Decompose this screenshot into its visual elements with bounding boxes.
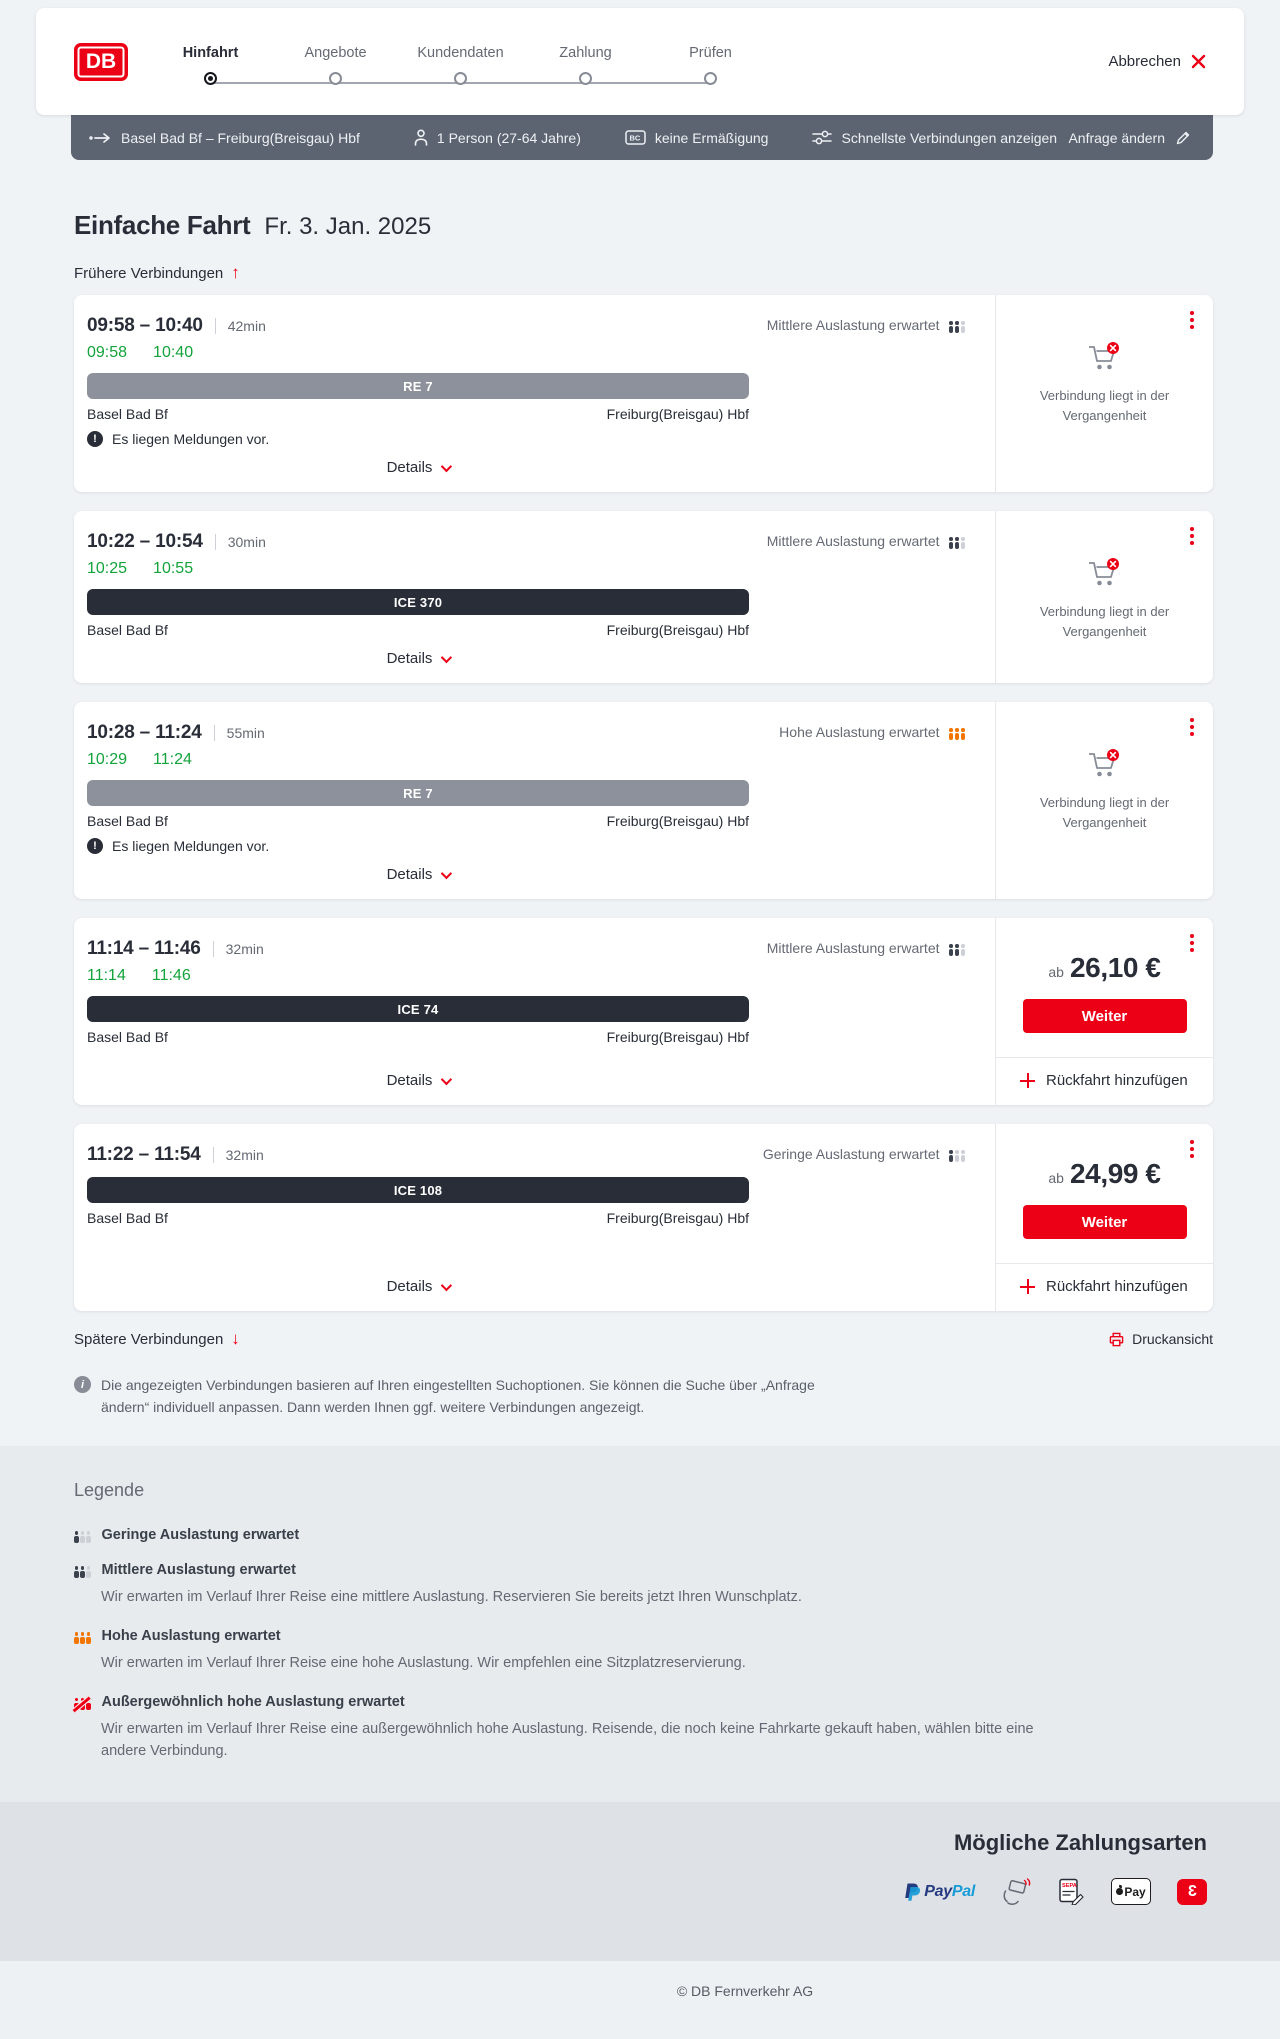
chevron-down-icon xyxy=(441,651,452,662)
duration: 42min xyxy=(227,318,266,334)
context-menu-button[interactable] xyxy=(1188,1138,1196,1160)
step-dot xyxy=(204,72,217,85)
occupancy-icon xyxy=(74,1530,91,1543)
cancel-label: Abbrechen xyxy=(1108,53,1181,70)
one-way-journey-icon xyxy=(89,132,112,144)
separator xyxy=(215,534,216,550)
details-toggle[interactable] xyxy=(387,1278,450,1295)
cancel-button[interactable] xyxy=(1108,53,1206,70)
cart-unavailable-icon xyxy=(1087,748,1123,779)
details-toggle[interactable] xyxy=(387,459,450,476)
past-connection-note: Verbindung liegt in der Vergangenheit xyxy=(1039,795,1170,831)
discount-text: keine Ermäßigung xyxy=(654,129,769,146)
wizard-header xyxy=(36,8,1244,115)
legend-section xyxy=(0,1446,1280,1802)
legend-title: Legende xyxy=(74,1480,145,1501)
occupancy-label: Hohe Auslastung erwartet xyxy=(779,724,940,740)
wizard-step[interactable] xyxy=(398,45,523,85)
price: 24,99 € xyxy=(1069,1158,1161,1189)
wizard-step[interactable] xyxy=(523,45,648,85)
paypal-word-2: Pal xyxy=(951,1882,975,1900)
chevron-down-icon xyxy=(441,867,452,878)
step-label: Angebote xyxy=(304,44,367,61)
price-panel xyxy=(996,918,1213,1105)
occupancy-icon xyxy=(74,1631,91,1644)
print-view-button[interactable] xyxy=(1109,1331,1213,1347)
step-dot xyxy=(329,72,342,85)
legend-list xyxy=(74,1527,1213,1762)
connection-card xyxy=(74,511,1213,683)
route-text: Basel Bad Bf – Freiburg(Breisgau) Hbf xyxy=(121,129,360,146)
origin-station: Basel Bad Bf xyxy=(87,1029,168,1045)
origin-station: Basel Bad Bf xyxy=(87,813,168,829)
alert-icon: ! xyxy=(87,431,103,447)
details-toggle[interactable] xyxy=(387,1072,450,1089)
paypal-word-1: Pay xyxy=(924,1882,952,1900)
db-digital-payment-icon xyxy=(1177,1879,1207,1905)
earlier-connections-label: Frühere Verbindungen xyxy=(74,264,224,282)
occupancy xyxy=(779,724,965,740)
train-segment-bar xyxy=(87,589,749,615)
sort-toggle[interactable] xyxy=(812,130,1057,146)
legend-item-title: Mittlere Auslastung erwartet xyxy=(101,1562,296,1579)
bahncard-icon xyxy=(625,130,646,145)
sepa-direct-debit-icon xyxy=(1058,1878,1085,1905)
duration: 55min xyxy=(226,725,265,741)
chevron-down-icon xyxy=(441,460,452,471)
connection-side-panel xyxy=(995,295,1213,492)
person-icon xyxy=(414,129,428,146)
payment-section xyxy=(0,1802,1280,1961)
occupancy xyxy=(767,533,965,549)
print-view-label: Druckansicht xyxy=(1132,1331,1213,1347)
past-connection-panel xyxy=(996,511,1213,683)
cart-unavailable-icon xyxy=(1087,557,1123,588)
step-label: Hinfahrt xyxy=(182,44,239,61)
chevron-down-icon xyxy=(441,1073,452,1084)
connection-times: 11:22 – 11:54 xyxy=(87,1144,201,1165)
wizard-step[interactable] xyxy=(148,45,273,85)
past-connection-panel xyxy=(996,702,1213,899)
payment-title: Mögliche Zahlungsarten xyxy=(953,1830,1207,1856)
details-label: Details xyxy=(386,1278,433,1295)
connection-times: 10:28 – 11:24 xyxy=(87,722,202,743)
train-label: ICE 370 xyxy=(393,594,443,610)
origin-station: Basel Bad Bf xyxy=(87,1210,168,1226)
separator xyxy=(213,941,214,957)
connection-card xyxy=(74,918,1213,1105)
context-menu-button[interactable] xyxy=(1188,716,1196,738)
connection-side-panel xyxy=(995,702,1213,899)
occupancy-icon xyxy=(949,1149,966,1162)
connection-card xyxy=(74,702,1213,899)
arrow-up-icon: ↑ xyxy=(231,263,240,282)
sort-text: Schnellste Verbindungen anzeigen xyxy=(841,129,1058,146)
origin-station: Basel Bad Bf xyxy=(87,622,168,638)
edit-search-button[interactable] xyxy=(1068,130,1191,146)
occupancy-icon xyxy=(74,1697,91,1710)
info-icon: i xyxy=(74,1376,91,1393)
legend-item xyxy=(74,1527,1213,1543)
destination-station: Freiburg(Breisgau) Hbf xyxy=(606,1029,749,1045)
paypal-mark-icon xyxy=(904,1882,921,1902)
connection-summary xyxy=(74,295,995,492)
realtime-arrival: 11:24 xyxy=(153,751,192,768)
duration: 30min xyxy=(227,534,266,550)
duration: 32min xyxy=(225,941,264,957)
connection-side-panel xyxy=(995,511,1213,683)
details-label: Details xyxy=(386,650,433,667)
context-menu-button[interactable] xyxy=(1188,932,1196,954)
connection-card xyxy=(74,295,1213,492)
apple-pay-icon xyxy=(1111,1878,1151,1905)
step-dot xyxy=(704,72,717,85)
connection-side-panel xyxy=(995,918,1213,1105)
price-panel xyxy=(996,1124,1213,1311)
occupancy-icon xyxy=(949,536,966,549)
destination-station: Freiburg(Breisgau) Hbf xyxy=(606,622,749,638)
realtime-arrival: 11:46 xyxy=(151,967,191,984)
alert-icon: ! xyxy=(87,838,103,854)
continue-button[interactable]: Weiter xyxy=(1023,1205,1187,1239)
message-text: Es liegen Meldungen vor. xyxy=(112,431,270,447)
realtime-departure: 10:25 xyxy=(87,560,128,577)
legend-item xyxy=(74,1562,1213,1609)
separator xyxy=(213,1147,214,1163)
paypal-icon xyxy=(904,1882,975,1902)
results-main xyxy=(74,210,1213,1418)
step-label: Kundendaten xyxy=(417,44,504,61)
wizard-step[interactable] xyxy=(273,45,398,85)
notice-text: Die angezeigten Verbindungen basieren auf Ihren eingestellten Suchoptionen. Sie können die Suche über „Anfrage ändern“ individuell anpassen. Dann werden Ihnen ggf. weitere Verbindungen angezeigt. xyxy=(101,1377,815,1415)
destination-station: Freiburg(Breisgau) Hbf xyxy=(606,1210,749,1226)
message-row xyxy=(87,431,965,447)
destination-station: Freiburg(Breisgau) Hbf xyxy=(606,813,749,829)
message-text: Es liegen Meldungen vor. xyxy=(112,838,270,854)
arrow-down-icon: ↓ xyxy=(231,1329,240,1348)
realtime-row xyxy=(87,560,965,578)
realtime-arrival: 10:40 xyxy=(153,344,194,361)
context-menu-button[interactable] xyxy=(1188,309,1196,331)
add-return-button[interactable] xyxy=(996,1057,1213,1105)
details-toggle[interactable] xyxy=(387,650,450,667)
printer-icon xyxy=(1109,1332,1124,1347)
pencil-icon xyxy=(1175,130,1191,146)
later-connections-link[interactable] xyxy=(74,1329,240,1349)
wizard-stepper xyxy=(148,39,773,85)
step-dot xyxy=(579,72,592,85)
add-return-button[interactable] xyxy=(996,1263,1213,1311)
chevron-down-icon xyxy=(441,1279,452,1290)
contactless-card-payment-icon xyxy=(1001,1878,1032,1905)
legend-item-title: Außergewöhnlich hohe Auslastung erwartet xyxy=(101,1693,405,1710)
legend-item xyxy=(74,1694,1213,1763)
cart-unavailable-icon xyxy=(1087,341,1123,372)
footer xyxy=(0,1961,1280,2039)
details-label: Details xyxy=(386,459,433,476)
details-label: Details xyxy=(386,866,433,883)
search-summary-bar xyxy=(71,115,1213,160)
legend-item xyxy=(74,1628,1213,1675)
details-toggle[interactable] xyxy=(387,866,450,883)
page-title: Einfache Fahrt xyxy=(74,210,251,240)
occupancy-icon xyxy=(949,727,966,740)
train-label: RE 7 xyxy=(403,378,433,394)
later-connections-label: Spätere Verbindungen xyxy=(74,1330,224,1348)
passenger-summary xyxy=(414,129,581,146)
occupancy-label: Geringe Auslastung erwartet xyxy=(762,1146,940,1162)
realtime-row xyxy=(87,967,965,985)
price-prefix: ab xyxy=(1048,964,1064,980)
search-options-notice xyxy=(74,1375,864,1418)
occupancy xyxy=(767,317,965,333)
connection-summary xyxy=(74,1124,995,1311)
duration: 32min xyxy=(225,1147,264,1163)
discount-summary xyxy=(625,130,769,146)
connection-summary xyxy=(74,918,995,1105)
destination-station: Freiburg(Breisgau) Hbf xyxy=(606,406,749,422)
occupancy-label: Mittlere Auslastung erwartet xyxy=(766,317,940,333)
realtime-arrival: 10:55 xyxy=(153,560,194,577)
plus-icon xyxy=(1020,1279,1035,1294)
svg-text:SEPA: SEPA xyxy=(1062,1883,1077,1890)
travel-date: Fr. 3. Jan. 2025 xyxy=(264,213,432,240)
add-return-label: Rückfahrt hinzufügen xyxy=(1046,1278,1188,1295)
origin-station: Basel Bad Bf xyxy=(87,406,168,422)
legend-item-title: Geringe Auslastung erwartet xyxy=(101,1527,300,1544)
edit-search-label: Anfrage ändern xyxy=(1068,129,1165,146)
apple-logo-icon xyxy=(1116,1888,1123,1895)
continue-button[interactable]: Weiter xyxy=(1023,999,1187,1033)
context-menu-button[interactable] xyxy=(1188,525,1196,547)
connection-summary xyxy=(74,702,995,899)
redpay-glyph: 3 xyxy=(1187,1882,1197,1900)
occupancy-icon xyxy=(74,1565,91,1578)
step-label: Zahlung xyxy=(559,44,612,61)
train-label: RE 7 xyxy=(403,785,433,801)
connection-side-panel xyxy=(995,1124,1213,1311)
footer-copyright: © DB Fernverkehr AG xyxy=(676,1983,814,2000)
svg-text:BC: BC xyxy=(629,133,641,143)
realtime-row xyxy=(87,344,965,362)
separator xyxy=(215,318,216,334)
step-label: Prüfen xyxy=(689,44,732,61)
train-label: ICE 108 xyxy=(393,1182,443,1198)
train-segment-bar xyxy=(87,996,749,1022)
occupancy-icon xyxy=(949,943,966,956)
legend-item-description: Wir erwarten im Verlauf Ihrer Reise eine mittlere Auslastung. Reservieren Sie bereits jetzt Ihren Wunschplatz. xyxy=(101,1589,802,1606)
legend-item-description: Wir erwarten im Verlauf Ihrer Reise eine hohe Auslastung. Wir empfehlen eine Sitzplatzreservierung. xyxy=(101,1655,746,1672)
connection-times: 10:22 – 10:54 xyxy=(87,531,203,552)
past-connection-note: Verbindung liegt in der Vergangenheit xyxy=(1039,604,1170,640)
train-segment-bar xyxy=(87,1177,749,1203)
close-icon xyxy=(1191,54,1206,69)
legend-item-title: Hohe Auslastung erwartet xyxy=(101,1628,281,1645)
add-return-label: Rückfahrt hinzufügen xyxy=(1046,1072,1188,1089)
occupancy-icon xyxy=(949,320,966,333)
connections-list xyxy=(74,295,1213,1311)
connection-card xyxy=(74,1124,1213,1311)
occupancy-label: Mittlere Auslastung erwartet xyxy=(766,533,940,549)
payment-methods xyxy=(904,1878,1207,1905)
message-row xyxy=(87,838,965,854)
footer-links xyxy=(0,1983,1280,1999)
price-prefix: ab xyxy=(1048,1170,1064,1186)
occupancy xyxy=(763,1146,965,1162)
wizard-step[interactable] xyxy=(648,45,773,85)
occupancy xyxy=(767,940,965,956)
past-connection-note: Verbindung liegt in der Vergangenheit xyxy=(1039,388,1170,424)
details-label: Details xyxy=(386,1072,433,1089)
price: 26,10 € xyxy=(1069,952,1161,983)
legend-item-description: Wir erwarten im Verlauf Ihrer Reise eine außergewöhnlich hohe Auslastung. Reisende, die noch keine Fahrkarte gekauft haben, wählen bitte eine andere Verbindung. xyxy=(101,1720,1034,1759)
train-segment-bar xyxy=(87,373,749,399)
route-summary xyxy=(89,130,360,146)
connection-times: 11:14 – 11:46 xyxy=(87,938,201,959)
db-logo: DB xyxy=(74,43,128,81)
realtime-departure: 11:14 xyxy=(87,967,126,984)
realtime-row xyxy=(87,751,965,769)
realtime-departure: 10:29 xyxy=(87,751,128,768)
apple-pay-label: Pay xyxy=(1124,1884,1146,1899)
past-connection-panel xyxy=(996,295,1213,492)
sliders-icon xyxy=(812,130,832,145)
separator xyxy=(214,725,215,741)
earlier-connections-link[interactable] xyxy=(74,263,240,283)
step-dot xyxy=(454,72,467,85)
plus-icon xyxy=(1020,1073,1035,1088)
connection-summary xyxy=(74,511,995,683)
occupancy-label: Mittlere Auslastung erwartet xyxy=(766,940,940,956)
passenger-text: 1 Person (27-64 Jahre) xyxy=(436,129,581,146)
realtime-departure: 09:58 xyxy=(87,344,128,361)
train-label: ICE 74 xyxy=(397,1001,439,1017)
connection-times: 09:58 – 10:40 xyxy=(87,315,203,336)
train-segment-bar xyxy=(87,780,749,806)
